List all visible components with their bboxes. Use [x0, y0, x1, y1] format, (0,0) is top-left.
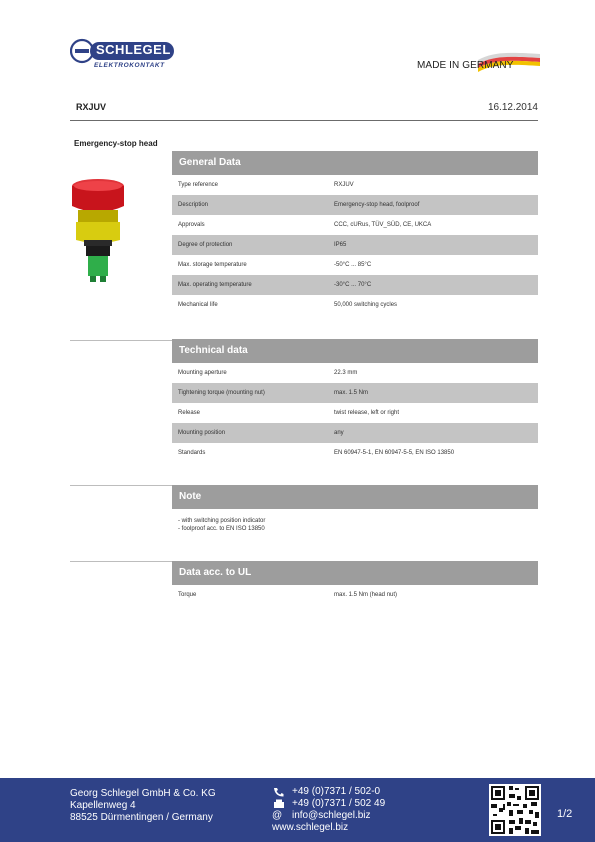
row-value: 22.3 mm — [334, 370, 358, 376]
section-title: Technical data — [172, 339, 538, 363]
fax-number: +49 (0)7371 / 502 49 — [292, 798, 386, 809]
row-value: EN 60947-5-1, EN 60947-5-5, EN ISO 13850 — [334, 450, 455, 456]
brand-name: SCHLEGEL — [96, 42, 171, 57]
table-row — [172, 215, 538, 235]
table-row — [172, 585, 538, 605]
section-title: Data acc. to UL — [172, 561, 538, 585]
row-label: Mounting aperture — [178, 370, 227, 376]
row-label: Mounting position — [178, 430, 226, 436]
table-row — [172, 255, 538, 275]
row-value: twist release, left or right — [334, 410, 400, 416]
row-value: 50,000 switching cycles — [334, 302, 398, 308]
company-name: Georg Schlegel GmbH & Co. KG — [70, 788, 216, 799]
product-image — [70, 178, 126, 284]
email-icon: @ — [272, 810, 283, 821]
row-value: -50°C ... 85°C — [334, 262, 372, 268]
section-note — [172, 485, 538, 533]
row-value: max. 1.5 Nm (head nut) — [334, 592, 398, 598]
made-in-germany: MADE IN GERMANY — [417, 60, 514, 71]
row-label: Max. operating temperature — [178, 282, 252, 288]
table-row — [172, 363, 538, 383]
row-label: Standards — [178, 450, 206, 456]
doc-date: 16.12.2014 — [487, 102, 538, 113]
page-number: 1/2 — [557, 808, 573, 820]
table-row — [172, 175, 538, 195]
header-divider — [70, 120, 538, 121]
fax-line — [272, 798, 385, 810]
table-row — [172, 443, 538, 463]
city: 88525 Dürmentingen / Germany — [70, 812, 213, 823]
row-label: Release — [178, 410, 201, 416]
table-row — [172, 403, 538, 423]
row-value: IP65 — [334, 242, 347, 248]
row-value: Emergency-stop head, foolproof — [334, 202, 420, 208]
row-label: Tightening torque (mounting nut) — [178, 390, 265, 396]
table-row — [172, 275, 538, 295]
row-value: any — [334, 430, 344, 436]
email-address[interactable]: info@schlegel.biz — [292, 810, 371, 821]
section-title: Note — [172, 485, 538, 509]
footer-address — [70, 788, 216, 824]
qr-code-icon — [489, 784, 541, 836]
phone-line — [272, 786, 385, 798]
row-value: RXJUV — [334, 182, 354, 188]
row-label: Torque — [178, 592, 197, 598]
footer-contact — [272, 786, 385, 834]
row-value: CCC, cURus, TÜV_SÜD, CE, UKCA — [334, 222, 432, 228]
row-value: max. 1.5 Nm — [334, 390, 369, 396]
row-label: Type reference — [178, 182, 219, 188]
product-title: Emergency-stop head — [74, 139, 158, 148]
note-text — [172, 509, 538, 533]
note-line: - with switching position indicator — [178, 518, 266, 524]
note-line: - foolproof acc. to EN ISO 13850 — [178, 526, 265, 532]
row-label: Description — [178, 202, 209, 208]
section-title: General Data — [172, 151, 538, 175]
phone-number: +49 (0)7371 / 502-0 — [292, 786, 381, 797]
street: Kapellenweg 4 — [70, 800, 136, 811]
table-row — [172, 195, 538, 215]
table-row — [172, 423, 538, 443]
fax-icon — [272, 799, 288, 809]
row-label: Approvals — [178, 222, 205, 228]
row-value: -30°C ... 70°C — [334, 282, 372, 288]
section-technical-data — [172, 339, 538, 463]
email-line[interactable] — [272, 810, 385, 822]
section-general-data — [172, 151, 538, 315]
row-label: Max. storage temperature — [178, 262, 247, 268]
website-link[interactable]: www.schlegel.biz — [272, 822, 349, 833]
company-logo — [70, 38, 180, 72]
brand-sub: ELEKTROKONTAKT — [94, 62, 165, 69]
table-row — [172, 295, 538, 315]
doc-code: RXJUV — [76, 102, 107, 112]
table-row — [172, 383, 538, 403]
table-row — [172, 235, 538, 255]
phone-icon — [272, 787, 288, 797]
row-label: Degree of protection — [178, 242, 233, 248]
section-ul-data — [172, 561, 538, 605]
footer — [0, 778, 595, 842]
row-label: Mechanical life — [178, 302, 218, 308]
